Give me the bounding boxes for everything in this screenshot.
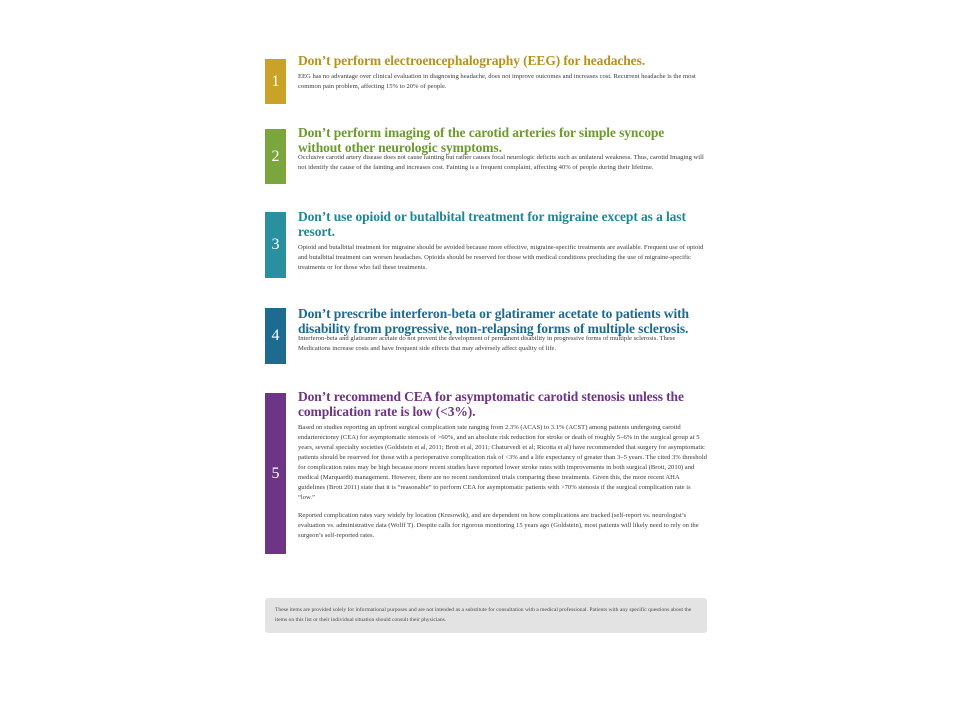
item-heading: Don’t recommend CEA for asymptomatic carotid stenosis unless the complication rate is low (<3%). [298,389,684,419]
item-number-badge: 4 [265,308,286,364]
footer-text: These items are provided solely for informational purposes and are not intended as a substitute for consultation with a medical professional. Patients with any specific questions about the items on this list or their individual situation should consult their physicians. [275,607,692,623]
item-body: Based on studies reporting an upfront surgical complication rate ranging from 2.3% (ACAS) to 3.1% (ACST) among patients undergoing carotid endarterectomy (CEA) for asymptomatic stenosis of >60%, and an absolute risk reduction for stroke or death of roughly 5–6% in the surgical group at 5 years, several specialty societies (Goldstein et al, 2011; Brott et al, 2011; Chaturvedi et al; Ricotta et al) have recommended that surgery for asymptomatic patients should be reserved for those with a perioperative complication risk of <3% and a life expectancy of greater than 3–5 years. The cited 3% threshold for complication rates may be high because more recent studies have reported lower stroke rates with improvements in both surgical (Brott, 2010) and medical (Marquardt) management. However, there are no recent randomized trials comparing these treatments. Given this, the more recent AHA guidelines (Brott 2011) state that it is “reasonable” to perform CEA for asymptomatic patients with >70% stenosis if the surgical complication rate is “low.” [298,424,707,501]
choosing-wisely-list [265,0,707,720]
item-number-badge: 1 [265,59,286,104]
item-number-badge: 3 [265,212,286,278]
disclaimer-footer [265,598,707,633]
item-heading: Don’t perform electroencephalography (EEG) for headaches. [298,53,646,68]
item-body: Opioid and butalbital treatment for migraine should be avoided because more effective, migraine-specific treatments are available. Frequent use of opioid and butalbital treatment can worsen headaches. Opioids should be reserved for those with medical conditions precluding the use of migraine-specific treatments or for those who fail these treatments. [298,244,704,271]
item-number-badge: 2 [265,129,286,184]
item-number-badge: 5 [265,393,286,554]
item-body: Interferon-beta and glatiramer acetate do not prevent the development of permanent disability in progressive forms of multiple sclerosis. These Medications increase costs and have frequent side effects that may adversely affect quality of life. [298,335,676,352]
item-heading: Don’t use opioid or butalbital treatment for migraine except as a last resort. [298,209,686,239]
item-body: EEG has no advantage over clinical evaluation in diagnosing headache, does not improve outcomes and increases cost. Recurrent headache is the most common pain problem, affecting 15% to 20% of people. [298,73,696,90]
item-heading: Don’t prescribe interferon-beta or glatiramer acetate to patients with disability from progressive, non-relapsing forms of multiple sclerosis. [298,306,689,336]
item-body-paragraph-2: Reported complication rates vary widely by location (Kresowik), and are dependent on how complications are tracked (self-report vs. neurologist’s evaluation vs. administrative data (Wolff T). Despite calls for rigorous monitoring 15 years ago (Goldstein), most patients will likely need to rely on the surgeon’s self-reported rates. [298,512,699,539]
item-body: Occlusive carotid artery disease does not cause fainting but rather causes focal neurologic deficits such as unilateral weakness. Thus, carotid Imaging will not identify the cause of the fainting and increases cost. Fainting is a frequent complaint, affecting 40% of people during their lifetime. [298,154,704,171]
item-heading: Don’t perform imaging of the carotid arteries for simple syncope without other neurologic symptoms. [298,125,665,155]
